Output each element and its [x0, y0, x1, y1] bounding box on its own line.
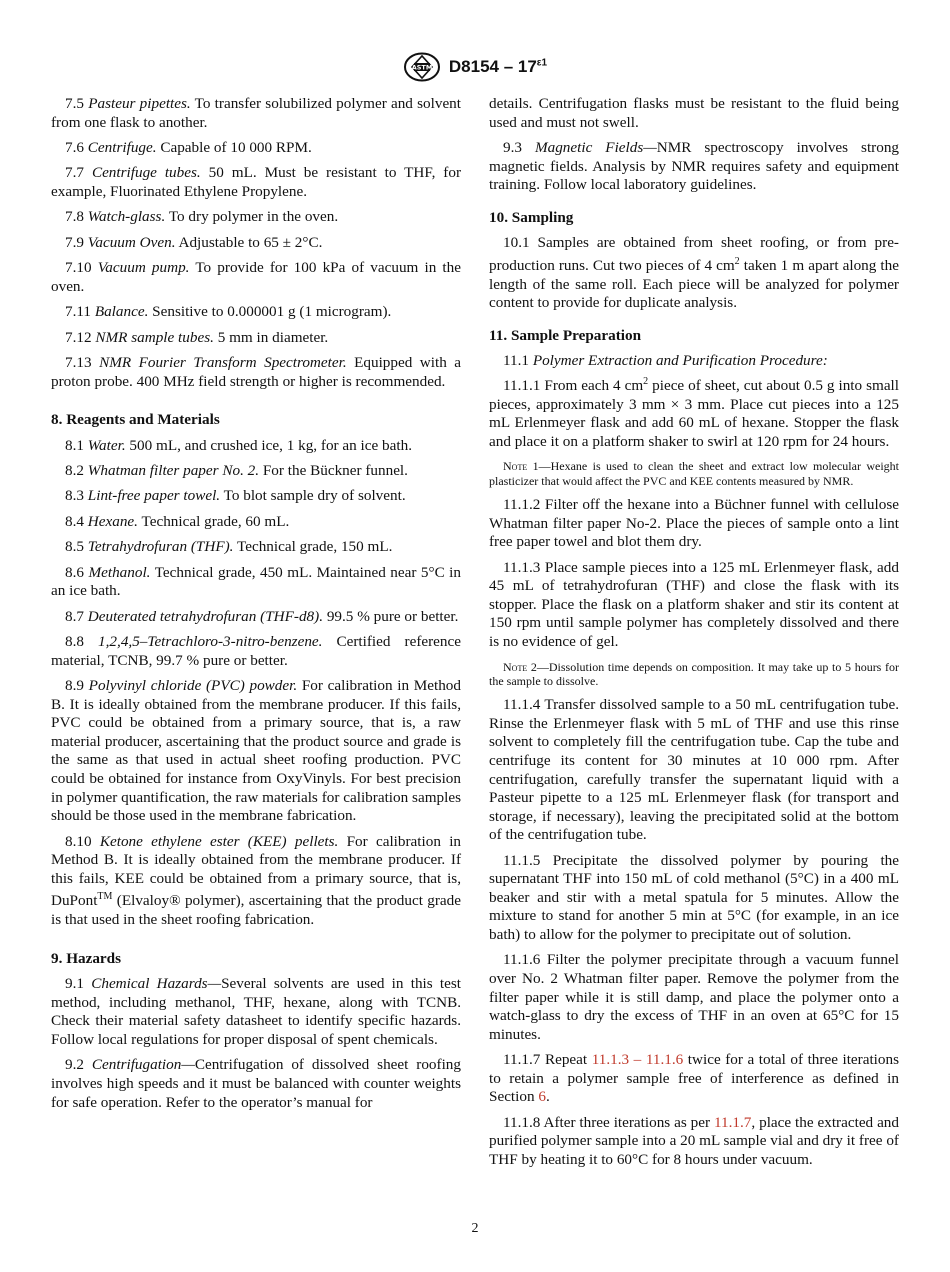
para-7-6: 7.6 Centrifuge. Capable of 10 000 RPM.: [65, 138, 312, 156]
note-1: Note 1—Hexane is used to clean the sheet and extract low molecular weight plasticizer that would affect the PVC and KEE contents measured by NMR.: [489, 459, 900, 489]
para-8-6: 8.6 Methanol. Technical grade, 450 mL. Maintained near 5°C in an ice bath.: [51, 563, 461, 600]
para-8-7: 8.7 Deuterated tetrahydrofuran (THF-d8). 99.5 % pure or better.: [65, 607, 459, 625]
para-11-1-5: 11.1.5 Precipitate the dissolved polymer by pouring the supernatant THF into 150 mL of cold methanol (5°C) in a 400 mL beaker and stir with a metal spatula for 5 minutes. Allow the mixture to stand for another 5 min at 5°C (for example, in an ice bath) to allow for the polymer to precipitate out of solution.: [489, 851, 899, 944]
para-11-1-6: 11.1.6 Filter the polymer precipitate through a vacuum funnel over No. 2 Whatman filter paper. Remove the polymer from the filter paper while it is still damp, and place the polymer onto a watch-glass to dry the excess of THF in an oven at 65°C for 15 minutes.: [489, 951, 899, 1043]
para-9-3: 9.3 Magnetic Fields—NMR spectroscopy involves strong magnetic fields. Analysis by NMR requires safety and equipment training. Follow local laboratory guidelines.: [489, 138, 900, 194]
section-11-heading: 11. Sample Preparation: [489, 326, 642, 344]
para-7-10: 7.10 Vacuum pump. To provide for 100 kPa of vacuum in the oven.: [51, 259, 461, 295]
svg-text:ASTM: ASTM: [411, 63, 433, 72]
right-column: [489, 95, 899, 1176]
para-10-1: 10.1 Samples are obtained from sheet roofing, or from pre-production runs. Cut two pieces of 4 $cm^2$ taken 1 m apart along the length of the same roll. Each piece will be analyzed for polymer content to provide for duplicate analysis.: [489, 234, 899, 312]
para-7-11: 7.11 Balance. Sensitive to 0.000001 g (1 microgram).: [65, 303, 392, 321]
para-8-5: 8.5 Tetrahydrofuran (THF). Technical grade, 150 mL.: [65, 538, 393, 556]
para-7-12: 7.12 NMR sample tubes. 5 mm in diameter.: [65, 328, 329, 346]
para-11-1-2: 11.1.2 Filter off the hexane into a Büchner funnel with cellulose Whatman filter paper No-2. Place the pieces of sample onto a lint free paper towel and blot them dry.: [489, 496, 899, 551]
para-8-10: 8.10 Ketone ethylene ester (KEE) pellets. For calibration in Method B. It is ideally obtained from the membrane producer. If this fails, KEE could be obtained from a primary source, that is, DuPont™ (Elvaloy® polymer), ascertaining that the product grade is that used in the sheet roofing fabrication.: [51, 832, 462, 928]
section-9-heading: 9. Hazards: [51, 949, 122, 967]
para-8-1: 8.1 Water. 500 mL, and crushed ice, 1 kg, for an ice bath.: [65, 436, 412, 454]
para-7-8: 7.8 Watch-glass. To dry polymer in the oven.: [65, 208, 339, 226]
document-id: $D8154 - 17^{\varepsilon 1}$: [448, 57, 548, 76]
para-11-1-3: 11.1.3 Place sample pieces into a 125 mL Erlenmeyer flask, add 45 mL of tetrahydrofuran (THF) and close the flask with its stopper. Place the flask on a platform shaker and stir its content at 150 rpm until sample polymer has completely dissolved and there is no evidence of gel.: [489, 558, 899, 650]
para-8-9: 8.9 Polyvinyl chloride (PVC) powder. For calibration in Method B. It is ideally obtained from the membrane producer. If this fails, PVC could be obtained from a primary source, that is, a raw material producer, ascertaining that the product source and grade is the same as that used in actual sheet roofing production. PVC could be obtained for instance from OxyVinyls. For best precision in polymer quantification, the raw materials for calibration samples should be those used in the membrane fabrication.: [51, 677, 461, 825]
para-8-8: 8.8 1,2,4,5–Tetrachloro-3-nitro-benzene. Certified reference material, TCNB, 99.7 % pure or better.: [51, 633, 461, 669]
section-10-heading: 10. Sampling: [489, 208, 574, 226]
para-11-1-4: 11.1.4 Transfer dissolved sample to a 50 mL centrifugation tube. Rinse the Erlenmeyer flask with 5 mL of THF and use this rinse solvent to completely fill the centrifugation tube. Cap the tube and centrifuge its content for 30 minutes at 10 000 rpm. After centrifugation, carefully transfer the supernatant liquid with a Pasteur pipette to a 125 mL Erlenmeyer flask (for transport and storage, if necessary), leaving the precipitated solid at the bottom of the centrifugation tube.: [489, 696, 899, 844]
para-9-2: 9.2 Centrifugation—Centrifugation of dissolved sheet roofing involves high speeds and it must be balanced with counter weights for safe operation. Refer to the operator’s manual for: [51, 1056, 461, 1111]
astm-logo-icon: [403, 52, 441, 82]
link-11-1-3-to-11-1-6[interactable]: 11.1.3 – 11.1.6: [591, 1051, 684, 1069]
para-11-1-1: 11.1.1 From each 4 $cm^2$ piece of sheet, cut about 0.5 g into small pieces, approximately 3 mm × 3 mm. Place cut pieces into a 125 mL Erlenmeyer flask and add 60 mL of hexane. Stopper the flask and place it on a platform shaker to swirl at 120 rpm for 24 hours.: [489, 375, 899, 450]
para-8-3: 8.3 Lint-free paper towel. To blot sample dry of solvent.: [65, 487, 406, 505]
para-7-5: 7.5 Pasteur pipettes. To transfer solubilized polymer and solvent from one flask to another.: [51, 95, 461, 131]
para-7-13: 7.13 NMR Fourier Transform Spectrometer. Equipped with a proton probe. 400 MHz field strength or higher is recommended.: [51, 353, 462, 390]
left-column: [51, 95, 461, 1119]
para-7-9: 7.9 Vacuum Oven. Adjustable to 65 ± 2°C.: [65, 233, 323, 251]
para-8-4: 8.4 Hexane. Technical grade, 60 mL.: [65, 512, 290, 530]
section-8-heading: 8. Reagents and Materials: [51, 411, 220, 429]
para-11-1-7: 11.1.7 Repeat 11.1.3 – 11.1.6 twice for a total of three iterations to retain a polymer sample free of interference as defined in Section 6.: [489, 1051, 900, 1106]
para-7-7: 7.7 Centrifuge tubes. 50 mL. Must be resistant to THF, for example, Fluorinated Ethylene Propylene.: [51, 164, 462, 200]
para-11-1-8: 11.1.8 After three iterations as per 11.1.7, place the extracted and purified polymer sample into a 20 mL sample vial and dry it free of THF by heating it to 60°C for 8 hours under vacuum.: [489, 1113, 899, 1168]
link-11-1-7[interactable]: 11.1.7: [713, 1113, 752, 1131]
para-9-2-continued: details. Centrifugation flasks must be resistant to the fluid being used and must not swell.: [489, 95, 899, 131]
para-9-1: 9.1 Chemical Hazards—Several solvents are used in this test method, including methanol, THF, hexane, along with TCNB. Check their material safety datasheet to identify specific hazards. Follow local regulations for proper disposal of spent chemicals.: [51, 975, 461, 1048]
link-section-6[interactable]: 6: [538, 1088, 546, 1106]
note-2: Note 2—Dissolution time depends on composition. It may take up to 5 hours for the sample to dissolve.: [489, 659, 899, 689]
page-header: [0, 52, 950, 82]
page-number: 2: [471, 1221, 479, 1236]
para-8-2: 8.2 Whatman filter paper No. 2. For the Bückner funnel.: [65, 462, 408, 480]
para-11-1: 11.1 Polymer Extraction and Purification Procedure:: [503, 352, 828, 370]
